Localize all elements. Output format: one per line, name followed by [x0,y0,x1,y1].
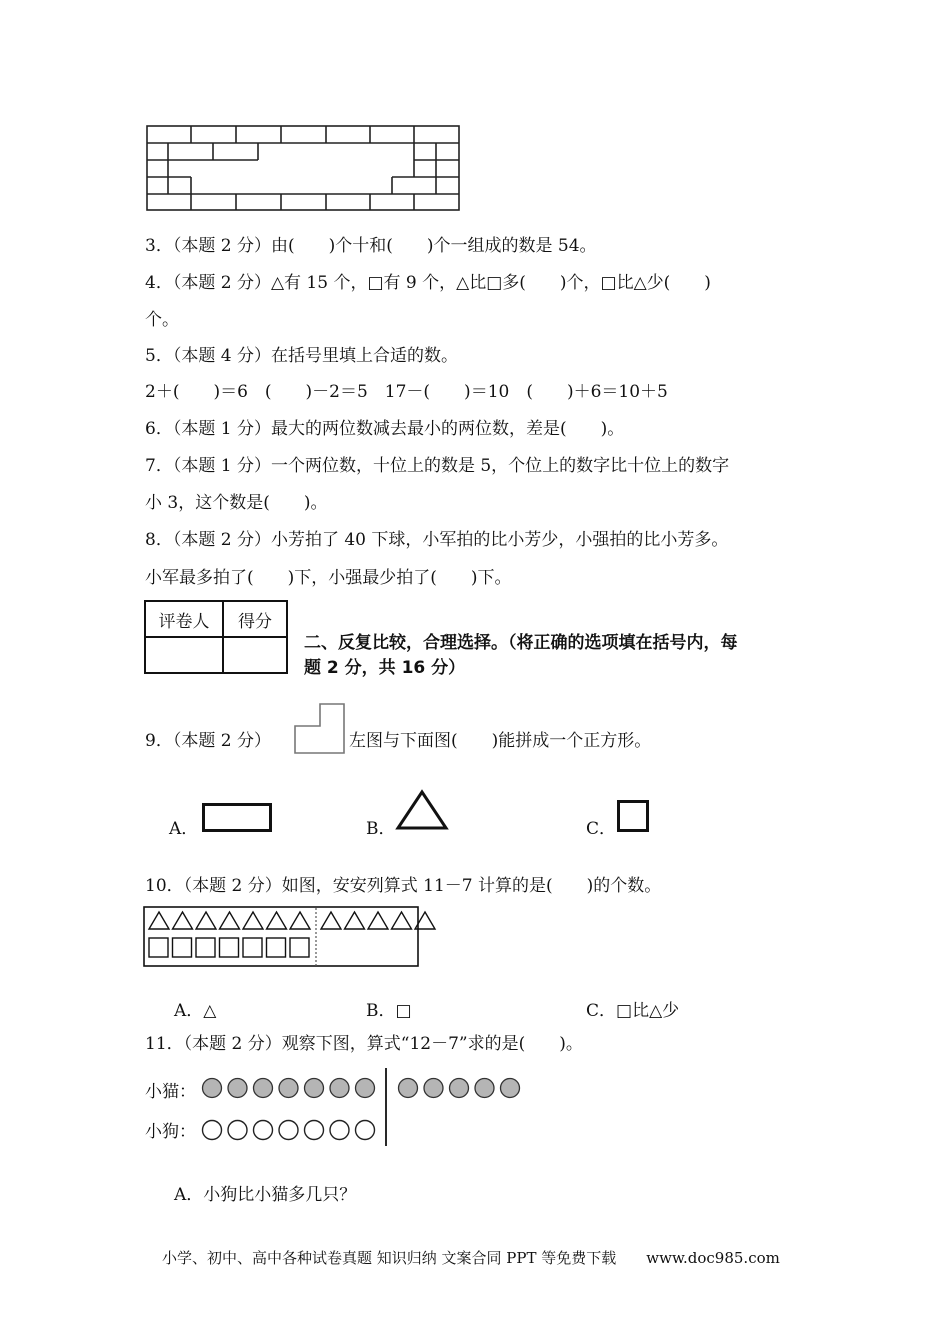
dog-circle [279,1121,298,1140]
triangle-shape [396,789,450,831]
dog-circle [228,1121,247,1140]
cat-circle [399,1079,418,1098]
question-5-items: 2＋( )＝6 ( )－2＝5 17－( )＝10 ( )＋6＝10＋5 [145,382,668,402]
cat-circle [475,1079,494,1098]
square-icon [243,938,262,957]
question-11: 11．（本题 2 分）观察下图，算式“12－7”求的是( )。 [145,1034,583,1054]
cat-circle [424,1079,443,1098]
triangle-icon [368,912,388,929]
q10-option-c[interactable]: C．□比△少 [586,1001,680,1021]
square-icon [196,938,215,957]
triangle-icon [220,912,240,929]
cat-circle [356,1079,375,1098]
question-9-prefix: 9．（本题 2 分） [145,731,271,751]
square-icon [173,938,192,957]
question-3: 3．（本题 2 分）由( )个十和( )个一组成的数是 54。 [145,236,597,256]
square-icon [290,938,309,957]
dog-circle [305,1121,324,1140]
question-6: 6．（本题 1 分）最大的两位数减去最小的两位数，差是( )。 [145,419,625,439]
q11-option-a[interactable]: A．小狗比小猫多几只？ [174,1185,357,1205]
cat-circle [228,1079,247,1098]
cat-circle [279,1079,298,1098]
score-header: 得分 [223,601,287,637]
square-shape [617,800,651,834]
square-icon [149,938,168,957]
triangle-icon [149,912,169,929]
q11-circles-figure [200,1068,530,1148]
question-7-line1: 7．（本题 1 分）一个两位数，十位上的数是 5，个位上的数字比十位上的数字 [145,456,730,476]
q9-option-a[interactable]: A． [169,819,199,839]
score-cell[interactable] [223,637,287,673]
question-5: 5．（本题 4 分）在括号里填上合适的数。 [145,346,458,366]
dog-circle [330,1121,349,1140]
footer: 小学、初中、高中各种试卷真题 知识归纳 文案合同 PPT 等免费下载 www.doc985.com [162,1249,780,1267]
cat-circle [501,1079,520,1098]
score-table [144,600,288,674]
dog-circle [203,1121,222,1140]
cat-circle [254,1079,273,1098]
triangle-icon [290,912,310,929]
section2-title-line1: 二、反复比较，合理选择。（将正确的选项填在括号内，每 [304,633,738,653]
section2-title-line2: 题 2 分，共 16 分） [304,658,466,678]
dog-label: 小狗： [145,1122,196,1142]
cat-circle [330,1079,349,1098]
dog-circle [356,1121,375,1140]
triangle-icon [392,912,412,929]
dog-circle [254,1121,273,1140]
cat-circle [450,1079,469,1098]
square-icon [220,938,239,957]
q9-l-shape-figure [294,703,348,755]
q10-option-a[interactable]: A．△ [174,1001,217,1021]
grader-cell[interactable] [145,637,223,673]
triangle-icon [267,912,287,929]
q9-option-c[interactable]: C． [586,819,617,839]
brick-wall-figure [146,125,466,215]
q10-shapes-figure [143,906,421,968]
q9-option-b[interactable]: B． [366,819,396,839]
question-8-line2: 小军最多拍了( )下，小强最少拍了( )下。 [145,568,512,588]
question-7-line2: 小 3，这个数是( )。 [145,493,328,513]
q10-option-b[interactable]: B．□ [366,1001,412,1021]
question-8-line1: 8．（本题 2 分）小芳拍了 40 下球，小军拍的比小芳少，小强拍的比小芳多。 [145,530,729,550]
cat-label: 小猫： [145,1082,196,1102]
triangle-icon [196,912,216,929]
question-4-line2: 个。 [145,310,179,330]
triangle-icon [321,912,341,929]
triangle-icon [243,912,263,929]
triangle-icon [173,912,193,929]
square-icon [267,938,286,957]
triangle-icon [345,912,365,929]
grader-header: 评卷人 [145,601,223,637]
rectangle-shape [202,803,274,833]
question-4-line1: 4．（本题 2 分）△有 15 个，□有 9 个，△比□多( )个，□比△少( ) [145,273,711,293]
cat-circle [305,1079,324,1098]
question-9-text: 左图与下面图( )能拼成一个正方形。 [349,731,652,751]
question-10: 10．（本题 2 分）如图，安安列算式 11－7 计算的是( )的个数。 [145,876,662,896]
cat-circle [203,1079,222,1098]
